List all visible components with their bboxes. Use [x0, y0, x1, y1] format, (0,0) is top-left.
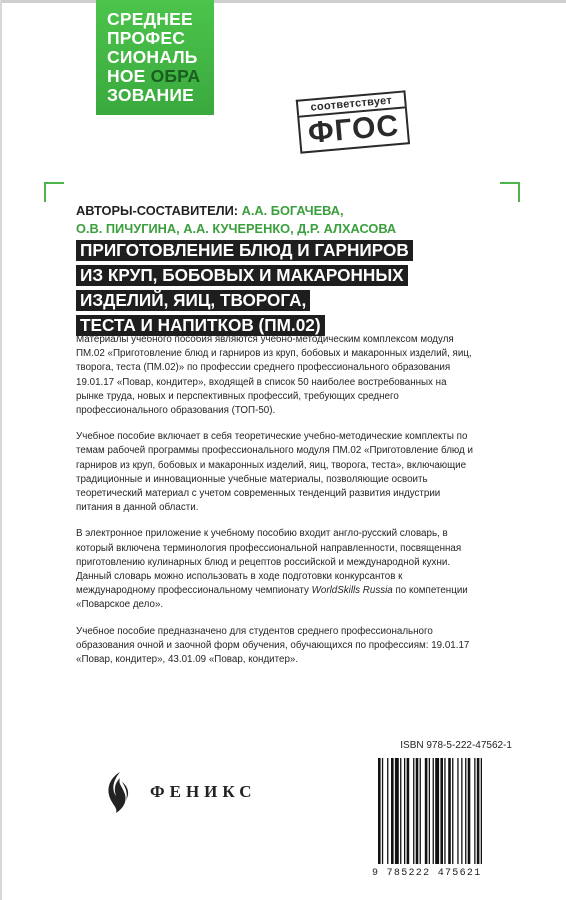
- barcode-bar: [457, 758, 458, 864]
- stamp-main-text: ФГОС: [297, 106, 410, 153]
- barcode-bar: [465, 758, 466, 864]
- barcode-bar: [420, 758, 421, 864]
- barcode-bar: [444, 758, 445, 864]
- barcode-bar: [435, 758, 439, 864]
- authors-label: АВТОРЫ-СОСТАВИТЕЛИ:: [76, 203, 239, 218]
- cover-edge-left: [0, 0, 2, 900]
- barcode-bar: [378, 758, 381, 864]
- barcode-bar: [395, 758, 399, 864]
- barcode-bar: [461, 758, 462, 864]
- barcode-bar: [404, 758, 405, 864]
- series-line: СРЕДНЕЕ: [107, 9, 193, 29]
- cover-edge-top: [0, 0, 566, 3]
- annotation-text: [76, 333, 476, 679]
- frame-corner-top-left: [44, 182, 64, 202]
- barcode-bar: [452, 758, 453, 864]
- title-line: ИЗДЕЛИЙ, ЯИЦ, ТВОРОГА,: [76, 290, 310, 311]
- title-line: ТЕСТА И НАПИТКОВ (ПМ.02): [76, 315, 325, 336]
- title-line: ИЗ КРУП, БОБОВЫХ И МАКАРОННЫХ: [76, 265, 408, 286]
- barcode-bar: [440, 758, 443, 864]
- publisher-name: ФЕНИКС: [150, 782, 257, 801]
- series-line: ПРОФЕС: [107, 28, 186, 48]
- authors-heading: [76, 202, 476, 238]
- phoenix-logo-icon: [102, 770, 132, 814]
- paragraph-3: В электронное приложение к учебному пособию входит англо-русский словарь, в который включена терминология профессиональной направленности, посвященная приготовлению кулинарных блюд и рецептов российской и международной кухни. Данный словарь можно использовать в ходе подготовки конкурсантов к международному профессиональному чемпионату WorldSkills Russia по компетенции «Поварское дело».: [76, 528, 468, 611]
- barcode-bar: [468, 758, 471, 864]
- authors-names-line2: О.В. ПИЧУГИНА, А.А. КУЧЕРЕНКО, Д.Р. АЛХАСОВА: [76, 221, 397, 236]
- barcode-digits: 9 785222 475621: [372, 868, 482, 879]
- barcode-bar: [477, 758, 480, 864]
- series-line: ЗОВАНИЕ: [107, 85, 195, 105]
- barcode-bar: [382, 758, 383, 864]
- barcode-bar: [481, 758, 482, 864]
- publisher-block: [102, 770, 257, 814]
- paragraph-2: Учебное пособие включает в себя теоретические учебно-методические комплекты по темам рабочей программы профессионального модуля ПМ.02 «Приготовление блюд и гарниров из круп, бобовых и макаронных изделий, яиц, творога, теста», включающие традиционные и инновационные учебные материалы, позволяющие освоить теоретический материал с учетом современных тенденций развития индустрии питания в данной области.: [76, 431, 473, 514]
- worldskills-name: WorldSkills Russia: [311, 585, 393, 597]
- frame-corner-top-right: [500, 182, 520, 202]
- barcode-bar: [407, 758, 410, 864]
- barcode-bar: [448, 758, 451, 864]
- authors-names-line1: А.А. БОГАЧЕВА,: [241, 203, 344, 218]
- barcode-bar: [429, 758, 430, 864]
- book-title: [76, 240, 496, 340]
- barcode-bar: [400, 758, 401, 864]
- title-line: ПРИГОТОВЛЕНИЕ БЛЮД И ГАРНИРОВ: [76, 240, 413, 261]
- paragraph-4: Учебное пособие предназначено для студентов среднего профессионального образования очной и заочной форм обучения, обучающихся по профессиям: 19.01.17 «Повар, кондитер», 43.01.09 «Повар, кондитер».: [76, 625, 470, 666]
- series-line: СИОНАЛЬ: [107, 47, 198, 67]
- series-line: НОЕ ОБРА: [107, 66, 201, 86]
- paragraph-1: Материалы учебного пособия являются учебно-методическим комплексом модуля ПМ.02 «Приготовление блюд и гарниров из круп, бобовых и макаронных изделий, яиц, творога, теста (ПМ.02)» по профессии среднего профессионального образования 19.01.17 «Повар, кондитер», входящей в список 50 наиболее востребованных на рынке труда, новых и перспективных профессий, требующих среднего профессионального образования (ТОП-50).: [76, 334, 472, 417]
- stamp-caption: соответствует: [296, 90, 407, 116]
- barcode-bar: [387, 758, 388, 864]
- barcode-bar: [474, 758, 475, 864]
- barcode-bar: [425, 758, 428, 864]
- isbn-text: ISBN 978-5-222-47562-1: [400, 740, 512, 751]
- barcode-bar: [416, 758, 419, 864]
- barcode-bar: [413, 758, 414, 864]
- barcode: [372, 758, 512, 868]
- fgos-stamp: [296, 90, 410, 155]
- barcode-bar: [391, 758, 394, 864]
- series-logo: [96, 0, 214, 115]
- barcode-bar: [433, 758, 434, 864]
